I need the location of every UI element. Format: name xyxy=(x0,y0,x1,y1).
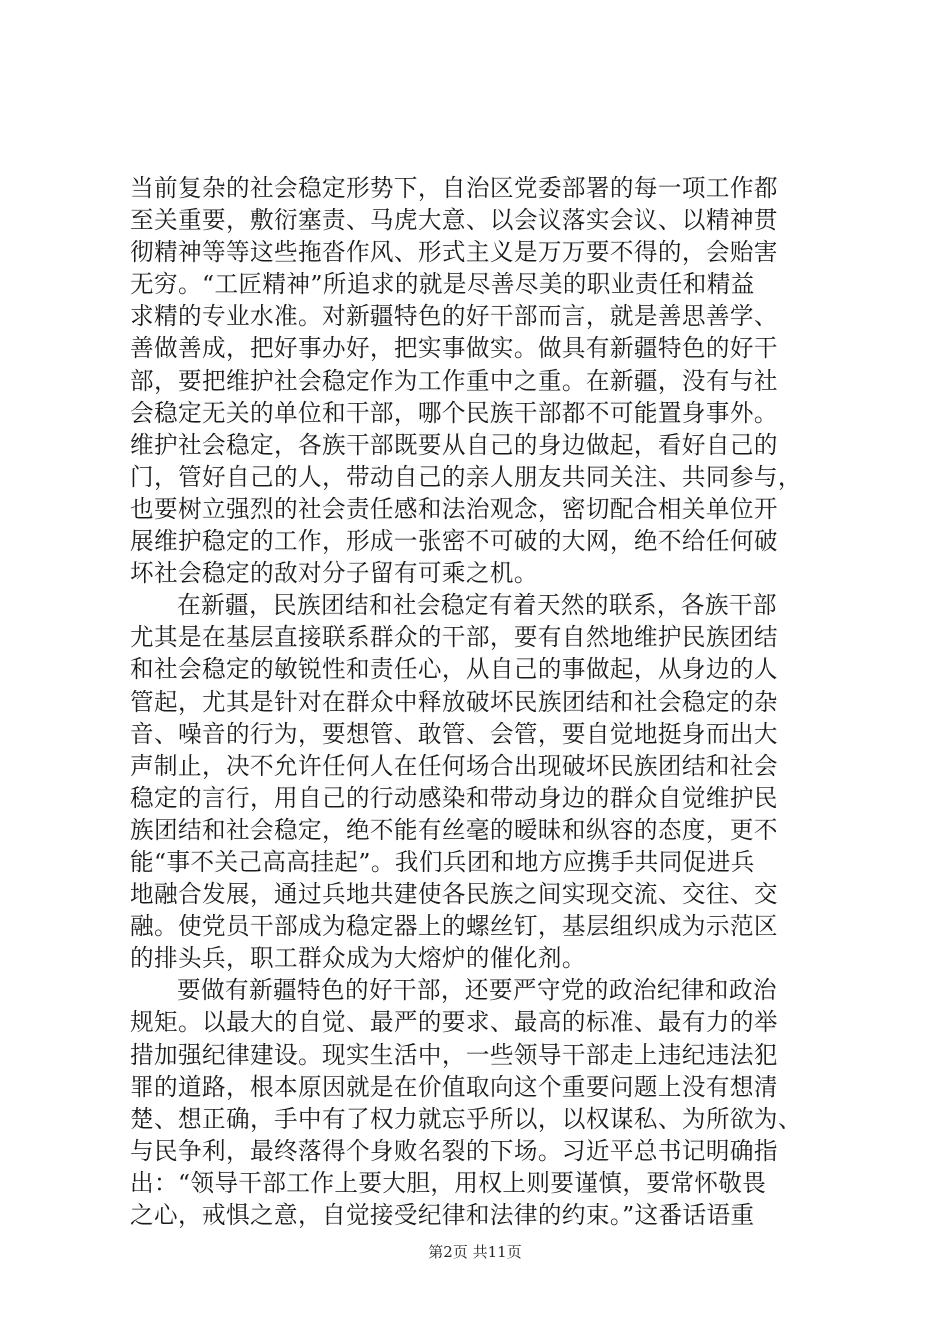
text-line: 至关重要，敷衍塞责、马虎大意、以会议落实会议、以精神贯 xyxy=(130,206,778,235)
text-line: 善做善成，把好事办好，把实事做实。做具有新疆特色的好干 xyxy=(130,334,778,363)
text-line: 也要树立强烈的社会责任感和法治观念，密切配合相关单位开 xyxy=(130,494,778,523)
text-line: 坏社会稳定的敌对分子留有可乘之机。 xyxy=(130,559,538,588)
text-line: 罪的道路，根本原因就是在价值取向这个重要问题上没有想清 xyxy=(130,1072,778,1101)
text-line: 要做有新疆特色的好干部，还要严守党的政治纪律和政治 xyxy=(177,976,777,1005)
text-line: 与民争利，最终落得个身败名裂的下场。习近平总书记明确指 xyxy=(130,1136,778,1165)
body-text xyxy=(130,172,835,1231)
text-line: 的排头兵，职工群众成为大熔炉的催化剂。 xyxy=(130,944,586,973)
text-line: 音、噪音的行为，要想管、敢管、会管，要自觉地挺身而出大 xyxy=(130,719,778,748)
text-line: 会稳定无关的单位和干部，哪个民族干部都不可能置身事外。 xyxy=(130,398,778,427)
text-line: 尤其是在基层直接联系群众的干部，要有自然地维护民族团结 xyxy=(130,623,778,652)
text-line: 能“事不关己高高挂起”。我们兵团和地方应携手共同促进兵 xyxy=(130,847,755,876)
text-line: 声制止，决不允许任何人在任何场合出现破坏民族团结和社会 xyxy=(130,751,778,780)
text-line: 地融合发展，通过兵地共建使各民族之间实现交流、交往、交 xyxy=(130,880,778,909)
text-line: 规矩。以最大的自觉、最严的要求、最高的标准、最有力的举 xyxy=(130,1008,778,1037)
text-line: 融。使党员干部成为稳定器上的螺丝钉，基层组织成为示范区 xyxy=(130,912,778,941)
text-line: 彻精神等等这些拖沓作风、形式主义是万万要不得的，会贻害 xyxy=(130,238,778,267)
text-line: 门，管好自己的人，带动自己的亲人朋友共同关注、共同参与， xyxy=(130,462,802,491)
text-line: 无穷。“工匠精神”所追求的就是尽善尽美的职业责任和精益 xyxy=(130,270,755,299)
text-line: 措加强纪律建设。现实生活中，一些领导干部走上违纪违法犯 xyxy=(130,1040,778,1069)
text-line: 稳定的言行，用自己的行动感染和带动身边的群众自觉维护民 xyxy=(130,783,778,812)
text-line: 展维护稳定的工作，形成一张密不可破的大网，绝不给任何破 xyxy=(130,527,778,556)
text-line: 部，要把维护社会稳定作为工作重中之重。在新疆，没有与社 xyxy=(130,366,778,395)
page-footer: 第2页 共11页 xyxy=(428,1243,522,1261)
text-line: 维护社会稳定，各族干部既要从自己的身边做起，看好自己的 xyxy=(130,430,778,459)
text-line: 在新疆，民族团结和社会稳定有着天然的联系，各族干部 xyxy=(177,591,777,620)
text-line: 族团结和社会稳定，绝不能有丝毫的暧昧和纵容的态度，更不 xyxy=(130,815,778,844)
text-line: 楚、想正确，手中有了权力就忘乎所以，以权谋私、为所欲为、 xyxy=(130,1104,802,1133)
text-line: 管起，尤其是针对在群众中释放破坏民族团结和社会稳定的杂 xyxy=(130,687,778,716)
text-line: 当前复杂的社会稳定形势下，自治区党委部署的每一项工作都 xyxy=(130,174,778,202)
text-line: 求精的专业水准。对新疆特色的好干部而言，就是善思善学、 xyxy=(130,302,778,331)
text-line: 出：“领导干部工作上要大胆，用权上则要谨慎，要常怀敬畏 xyxy=(130,1168,767,1197)
text-line: 之心，戒惧之意，自觉接受纪律和法律的约束。”这番话语重 xyxy=(130,1201,755,1229)
text-line: 和社会稳定的敏锐性和责任心，从自己的事做起，从身边的人 xyxy=(130,655,778,684)
